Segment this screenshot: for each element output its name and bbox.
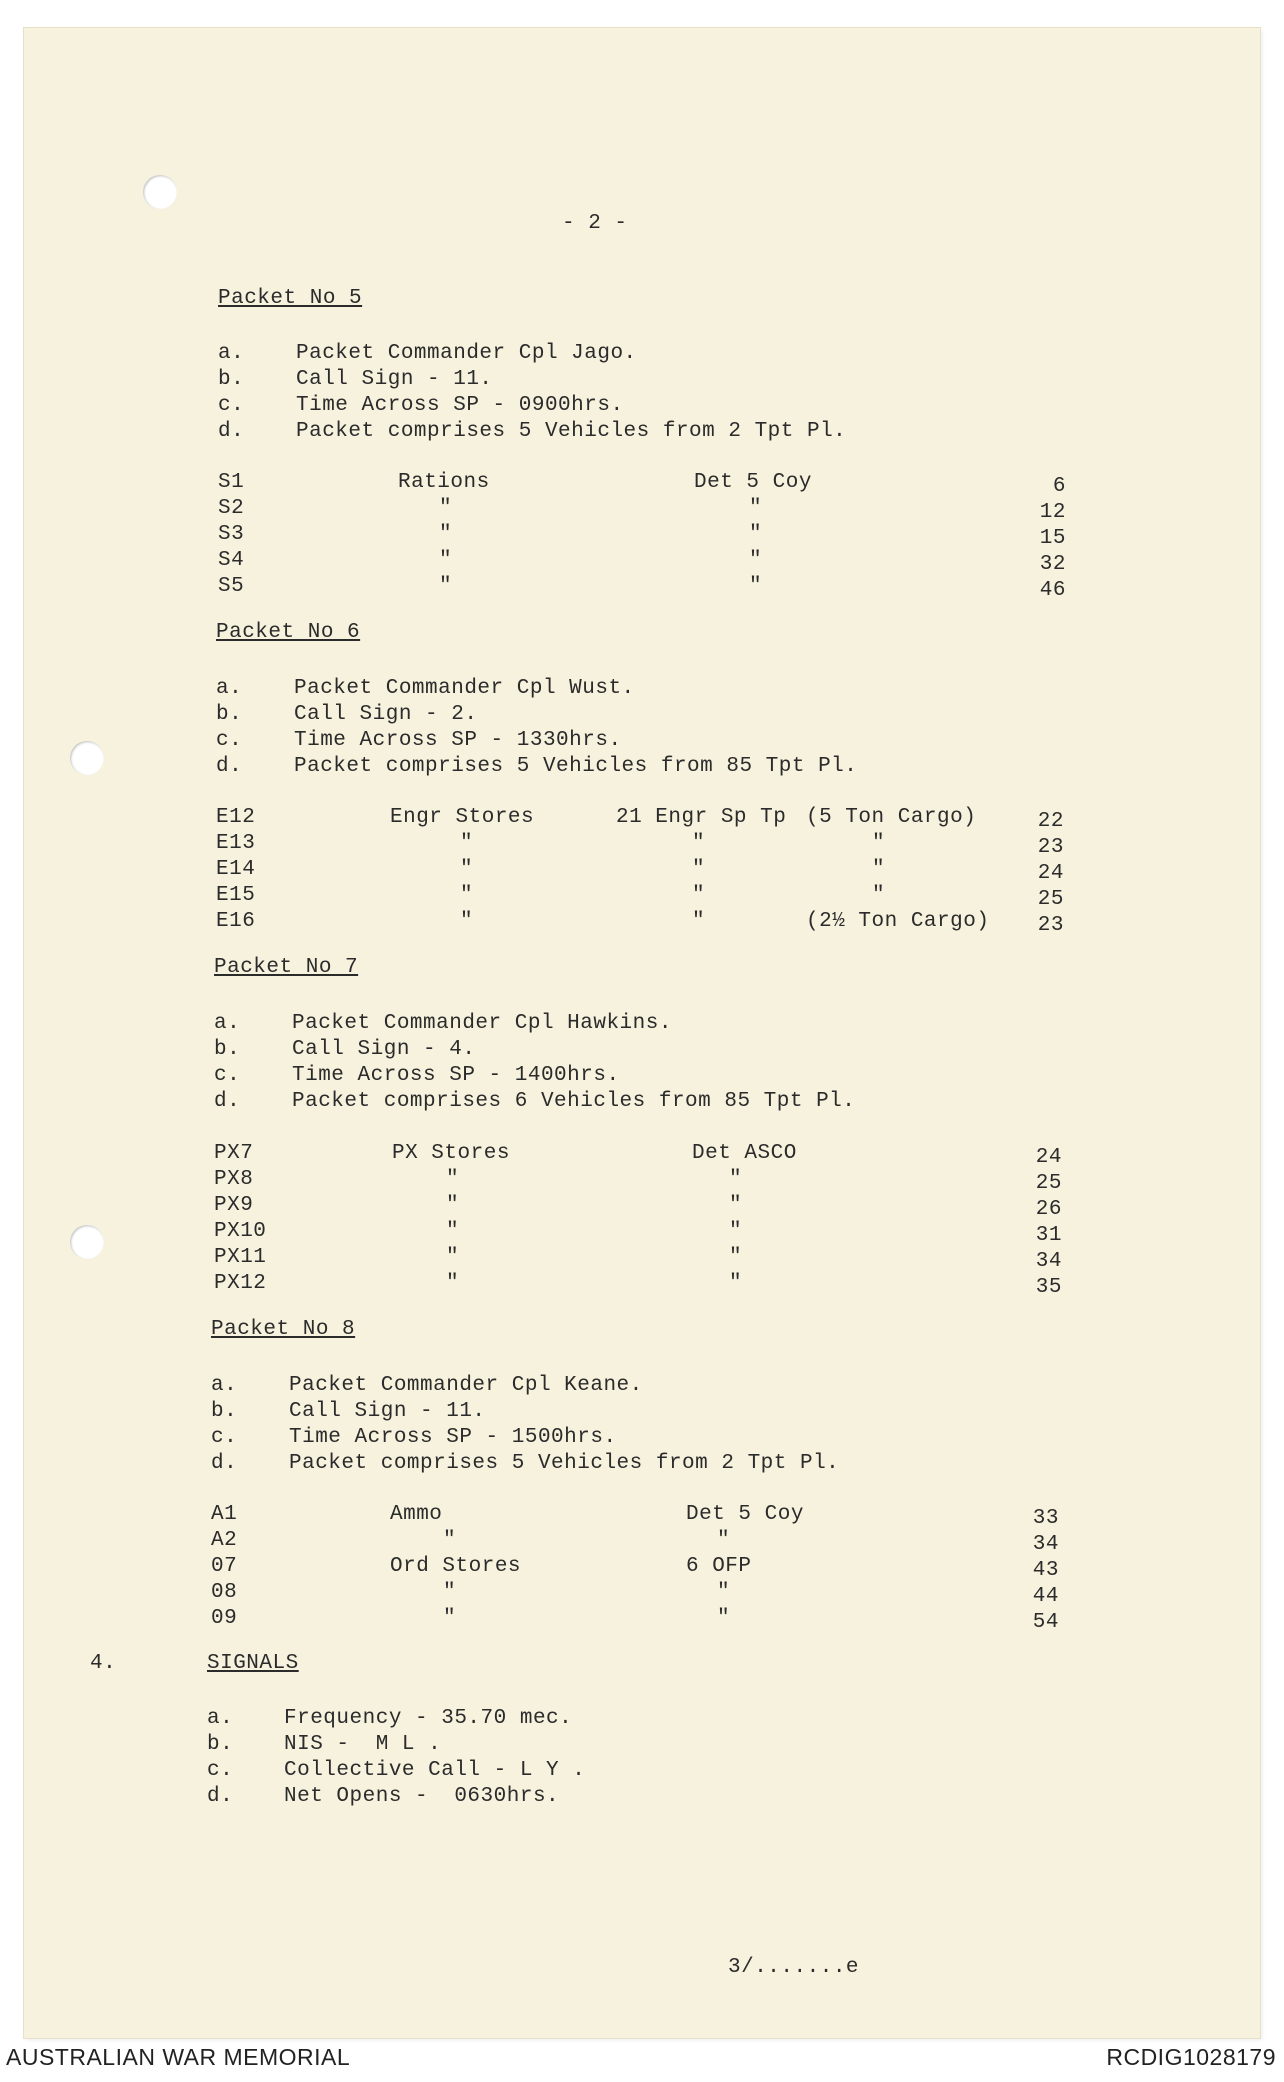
vehicle-code: 07 (211, 1555, 238, 1578)
vehicle-code: E16 (216, 910, 256, 933)
packet-heading: Packet No 6 (216, 621, 361, 644)
signal-text: Frequency - 35.70 mec. (284, 1707, 573, 1730)
vehicle-number: 35 (1035, 1276, 1062, 1299)
page-number: - 2 - (562, 212, 628, 235)
vehicle-unit: " (717, 1607, 731, 1630)
vehicle-unit: " (692, 910, 706, 933)
vehicle-number: 12 (1039, 501, 1066, 524)
detail-text: Time Across SP - 1400hrs. (292, 1064, 620, 1087)
vehicle-note: " (872, 884, 886, 907)
vehicle-load: PX Stores (392, 1142, 510, 1165)
detail-mark: a. (214, 1012, 241, 1035)
vehicle-number: 34 (1032, 1533, 1059, 1556)
detail-text: Packet comprises 5 Vehicles from 2 Tpt Pl. (296, 420, 847, 443)
vehicle-number: 43 (1032, 1559, 1059, 1582)
vehicle-unit: " (749, 523, 763, 546)
vehicle-unit: " (729, 1168, 743, 1191)
vehicle-code: S4 (218, 549, 245, 572)
detail-mark: c. (216, 729, 243, 752)
vehicle-code: A2 (211, 1529, 238, 1552)
vehicle-code: PX7 (214, 1142, 254, 1165)
vehicle-number: 46 (1039, 579, 1066, 602)
detail-mark: c. (214, 1064, 241, 1087)
detail-text: Packet Commander Cpl Keane. (289, 1374, 643, 1397)
vehicle-number: 34 (1035, 1250, 1062, 1273)
vehicle-unit: 6 OFP (686, 1555, 752, 1578)
detail-mark: a. (218, 342, 245, 365)
detail-mark: b. (211, 1400, 238, 1423)
vehicle-number: 24 (1037, 862, 1064, 885)
packet-heading: Packet No 8 (211, 1318, 356, 1341)
vehicle-load: Engr Stores (390, 806, 535, 829)
detail-mark: d. (216, 755, 243, 778)
detail-mark: a. (211, 1374, 238, 1397)
punch-hole (70, 1225, 104, 1259)
vehicle-unit: " (692, 884, 706, 907)
vehicle-number: 44 (1032, 1585, 1059, 1608)
detail-mark: b. (216, 703, 243, 726)
vehicle-code: PX8 (214, 1168, 254, 1191)
vehicle-load: " (439, 497, 453, 520)
vehicle-code: A1 (211, 1503, 238, 1526)
detail-text: Packet Commander Cpl Jago. (296, 342, 637, 365)
vehicle-number: 31 (1035, 1224, 1062, 1247)
vehicle-unit: Det 5 Coy (686, 1503, 804, 1526)
vehicle-number: 23 (1037, 836, 1064, 859)
vehicle-note: " (872, 858, 886, 881)
vehicle-code: E12 (216, 806, 256, 829)
vehicle-load: " (446, 1220, 460, 1243)
detail-text: Packet comprises 6 Vehicles from 85 Tpt Pl. (292, 1090, 856, 1113)
vehicle-number: 24 (1035, 1146, 1062, 1169)
vehicle-note: " (872, 832, 886, 855)
signal-mark: a. (207, 1707, 234, 1730)
section-number: 4. (90, 1652, 117, 1675)
vehicle-code: PX11 (214, 1246, 267, 1269)
vehicle-unit: " (729, 1220, 743, 1243)
vehicle-unit: " (729, 1272, 743, 1295)
vehicle-unit: " (717, 1529, 731, 1552)
vehicle-load: " (460, 884, 474, 907)
detail-text: Call Sign - 4. (292, 1038, 476, 1061)
vehicle-number: 6 (1052, 475, 1066, 498)
signals-heading: SIGNALS (207, 1652, 299, 1675)
vehicle-unit: " (749, 497, 763, 520)
detail-text: Packet Commander Cpl Wust. (294, 677, 635, 700)
detail-mark: d. (211, 1452, 238, 1475)
continuation-marker: 3/.......e (728, 1956, 860, 1979)
signal-mark: d. (207, 1785, 234, 1808)
vehicle-code: E13 (216, 832, 256, 855)
vehicle-unit: " (692, 858, 706, 881)
vehicle-number: 25 (1035, 1172, 1062, 1195)
signal-mark: b. (207, 1733, 234, 1756)
vehicle-note: (5 Ton Cargo) (806, 806, 977, 829)
detail-text: Packet comprises 5 Vehicles from 2 Tpt Pl. (289, 1452, 840, 1475)
vehicle-load: " (446, 1246, 460, 1269)
detail-mark: d. (214, 1090, 241, 1113)
vehicle-load: " (439, 575, 453, 598)
vehicle-unit: Det ASCO (692, 1142, 797, 1165)
signal-text: Net Opens - 0630hrs. (284, 1785, 560, 1808)
vehicle-unit: " (717, 1581, 731, 1604)
vehicle-code: PX9 (214, 1194, 254, 1217)
vehicle-load: " (443, 1581, 457, 1604)
vehicle-code: PX12 (214, 1272, 267, 1295)
vehicle-code: S1 (218, 471, 245, 494)
vehicle-load: " (439, 549, 453, 572)
vehicle-unit: " (729, 1194, 743, 1217)
detail-mark: b. (214, 1038, 241, 1061)
vehicle-number: 26 (1035, 1198, 1062, 1221)
vehicle-number: 25 (1037, 888, 1064, 911)
footer-right: RCDIG1028179 (1106, 2044, 1276, 2070)
detail-mark: c. (218, 394, 245, 417)
detail-text: Time Across SP - 0900hrs. (296, 394, 624, 417)
vehicle-load: " (443, 1529, 457, 1552)
punch-hole (143, 175, 177, 209)
vehicle-number: 54 (1032, 1611, 1059, 1634)
vehicle-number: 22 (1037, 810, 1064, 833)
detail-mark: c. (211, 1426, 238, 1449)
vehicle-code: E15 (216, 884, 256, 907)
detail-text: Packet Commander Cpl Hawkins. (292, 1012, 672, 1035)
vehicle-code: 09 (211, 1607, 238, 1630)
vehicle-load: " (446, 1272, 460, 1295)
vehicle-code: 08 (211, 1581, 238, 1604)
vehicle-number: 15 (1039, 527, 1066, 550)
footer-left: AUSTRALIAN WAR MEMORIAL (6, 2044, 351, 2070)
detail-text: Call Sign - 11. (296, 368, 493, 391)
detail-text: Time Across SP - 1500hrs. (289, 1426, 617, 1449)
vehicle-unit: " (692, 832, 706, 855)
vehicle-load: " (460, 832, 474, 855)
vehicle-code: S3 (218, 523, 245, 546)
detail-mark: a. (216, 677, 243, 700)
detail-mark: b. (218, 368, 245, 391)
vehicle-load: " (460, 910, 474, 933)
vehicle-load: Ord Stores (390, 1555, 522, 1578)
vehicle-load: Ammo (390, 1503, 443, 1526)
vehicle-number: 33 (1032, 1507, 1059, 1530)
vehicle-unit: " (749, 549, 763, 572)
vehicle-note: (2½ Ton Cargo) (806, 910, 990, 933)
detail-text: Packet comprises 5 Vehicles from 85 Tpt Pl. (294, 755, 858, 778)
vehicle-number: 23 (1037, 914, 1064, 937)
vehicle-load: " (460, 858, 474, 881)
vehicle-unit: Det 5 Coy (694, 471, 812, 494)
signal-text: Collective Call - L Y . (284, 1759, 586, 1782)
punch-hole (70, 741, 104, 775)
signal-text: NIS - M L . (284, 1733, 442, 1756)
packet-heading: Packet No 7 (214, 956, 359, 979)
vehicle-load: " (443, 1607, 457, 1630)
vehicle-code: PX10 (214, 1220, 267, 1243)
vehicle-load: " (439, 523, 453, 546)
vehicle-code: S5 (218, 575, 245, 598)
detail-text: Time Across SP - 1330hrs. (294, 729, 622, 752)
vehicle-code: S2 (218, 497, 245, 520)
detail-text: Call Sign - 11. (289, 1400, 486, 1423)
vehicle-unit: " (749, 575, 763, 598)
vehicle-unit: " (729, 1246, 743, 1269)
detail-text: Call Sign - 2. (294, 703, 478, 726)
vehicle-load: Rations (398, 471, 490, 494)
vehicle-code: E14 (216, 858, 256, 881)
signal-mark: c. (207, 1759, 234, 1782)
vehicle-number: 32 (1039, 553, 1066, 576)
packet-heading: Packet No 5 (218, 287, 363, 310)
vehicle-load: " (446, 1194, 460, 1217)
vehicle-load: " (446, 1168, 460, 1191)
vehicle-unit: 21 Engr Sp Tp (616, 806, 787, 829)
detail-mark: d. (218, 420, 245, 443)
